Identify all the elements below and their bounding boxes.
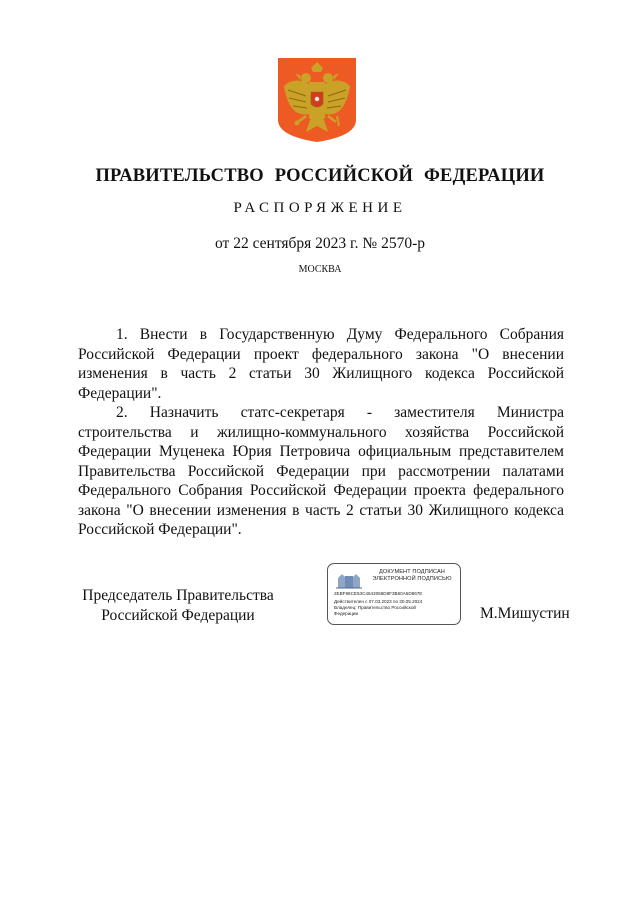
document-date-number: от 22 сентября 2023 г. № 2570-р xyxy=(215,235,425,252)
document-city: МОСКВА xyxy=(298,264,342,275)
paragraph-2: 2. Назначить статс-секретаря - заместителя Министра строительства и жилищно-коммунального хозяйства Российской Федерации Муценека Юрия Петровича официальным представителем Правительства Российской Федерации при рассмотрении палатами Федерального Собрания Российской Федерации проекта федерального закона "О внесении изменения в часть 2 статьи 30 Жилищного кодекса Российской Федерации". xyxy=(78,404,564,538)
paragraph-1: 1. Внести в Государственную Думу Федерального Собрания Российской Федерации проект федерального закона "О внесении изменения в часть 2 статьи 30 Жилищного кодекса Российской Федерации". xyxy=(78,326,564,402)
stamp-owner-line-1: Владелец: Правительство Российской xyxy=(334,605,416,610)
document-body xyxy=(78,325,564,540)
stamp-title xyxy=(368,569,456,583)
stamp-owner-line-2: Федерации xyxy=(334,611,359,616)
government-title: ПРАВИТЕЛЬСТВО РОССИЙСКОЙ ФЕДЕРАЦИИ xyxy=(95,166,545,186)
stamp-validity: Действителен с 07.03.2023 по 30.05.2024 xyxy=(334,599,423,604)
signer-name: М.Мишустин xyxy=(480,605,570,622)
signer-position-line-2: Российской Федерации xyxy=(101,606,255,624)
stamp-certificate: 2EBF86CE53C4642066D8F3B60A5D867E xyxy=(334,591,423,596)
signer-position-line-1: Председатель Правительства xyxy=(82,587,274,604)
stamp-title-line-2: ЭЛЕКТРОННОЙ ПОДПИСЬЮ xyxy=(372,576,452,582)
coat-of-arms-emblem xyxy=(276,56,358,144)
document-type: РАСПОРЯЖЕНИЕ xyxy=(233,200,407,216)
double-headed-eagle-icon xyxy=(276,56,358,144)
stamp-title-line-1: ДОКУМЕНТ ПОДПИСАН xyxy=(379,569,445,575)
electronic-signature-stamp xyxy=(327,563,461,625)
signer-position xyxy=(78,586,278,625)
